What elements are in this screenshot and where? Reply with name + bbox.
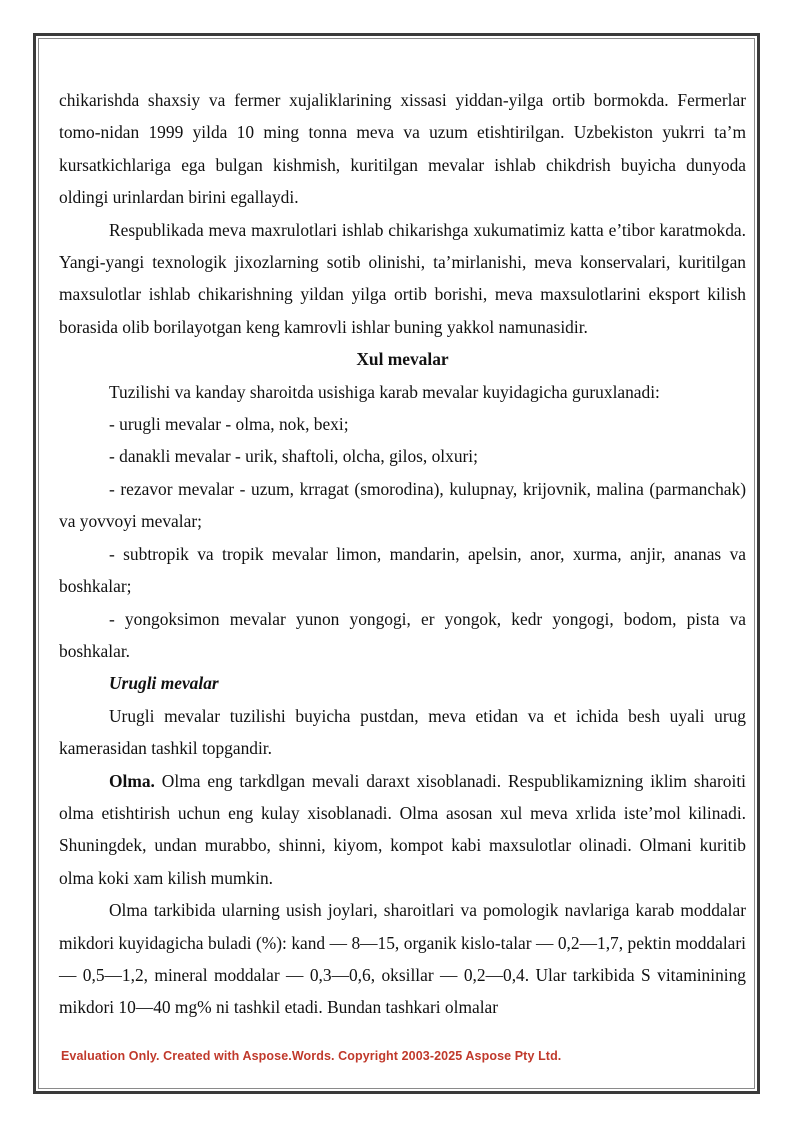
document-body (59, 84, 746, 1024)
list-item-5: - yongoksimon mevalar yunon yongogi, er yongok, kedr yongogi, bodom, pista va boshkalar. (59, 608, 746, 661)
paragraph-5-text: Olma eng tarkdlgan mevali daraxt xisoblanadi. Respublikamizning iklim sharoiti olma etishtirish uchun eng kulay xisoblanadi. Olma asosan xul meva xrlida iste’mol kilinadi. Shuningdek, undan murabbo, shinni, kiyom, kompot kabi maxsulotlar olinadi. Olmani kuritib olma koki xam kilish mumkin. (59, 770, 746, 888)
page-frame (33, 33, 760, 1094)
paragraph-3: Tuzilishi va kanday sharoitda usishiga karab mevalar kuyidagicha guruxlanadi: (109, 381, 660, 402)
paragraph-4: Urugli mevalar tuzilishi buyicha pustdan, meva etidan va et ichida besh uyali urug kamerasidan tashkil topgandir. (59, 705, 746, 759)
paragraph-2: Respublikada meva maxrulotlari ishlab chikarishga xukumatimiz katta e’tibor karatmokda. Yangi-yangi texnologik jixozlarning sotib olinishi, ta’mirlanishi, meva konservalari, kuritilgan maxsulotlar ishlab chikarishning yildan yilga ortib borishi, meva maxsulotlarini eksport kilish borasida olib borilayotgan keng kamrovli ishlar buning yakkol namunasidir. (59, 219, 746, 337)
paragraph-1: chikarishda shaxsiy va fermer xujaliklarining xissasi yiddan-yilga ortib bormokda. Fermerlar tomo-nidan 1999 yilda 10 ming tonna meva va uzum etishtirilgan. Uzbekiston yukrri ta’m kursatkichlariga ega bulgan kishmish, kuritilgan mevalar ishlab chikdrish buyicha dunyoda oldingi urinlardan birini egallaydi. (59, 90, 746, 208)
list-item-4: - subtropik va tropik mevalar limon, mandarin, apelsin, anor, xurma, anjir, ananas va boshkalar; (59, 543, 746, 597)
term-olma: Olma. (109, 770, 155, 791)
section-heading-xul-mevalar: Xul mevalar (356, 349, 449, 370)
list-item-3: - rezavor mevalar - uzum, krragat (smorodina), kulupnay, krijovnik, malina (parmanchak) va yovvoyi mevalar; (59, 478, 746, 532)
paragraph-5 (59, 765, 746, 895)
list-item-1: - urugli mevalar - olma, nok, bexi; (109, 414, 349, 435)
evaluation-watermark: Evaluation Only. Created with Aspose.Words. Copyright 2003-2025 Aspose Pty Ltd. (61, 1049, 562, 1063)
subheading-urugli-mevalar: Urugli mevalar (109, 673, 219, 694)
paragraph-6: Olma tarkibida ularning usish joylari, sharoitlari va pomologik navlariga karab moddalar mikdori kuyidagicha buladi (%): kand — 8—15, organik kislo-talar — 0,2—1,7, pektin moddalari — 0,5—1,2, mineral moddalar — 0,3—0,6, oksillar — 0,2—0,4. Ular tarkibida S vitaminining mikdori 10—40 mg% ni tashkil etadi. Bundan tashkari olmalar (59, 900, 746, 1018)
list-item-2: - danakli mevalar - urik, shaftoli, olcha, gilos, olxuri; (109, 446, 478, 467)
